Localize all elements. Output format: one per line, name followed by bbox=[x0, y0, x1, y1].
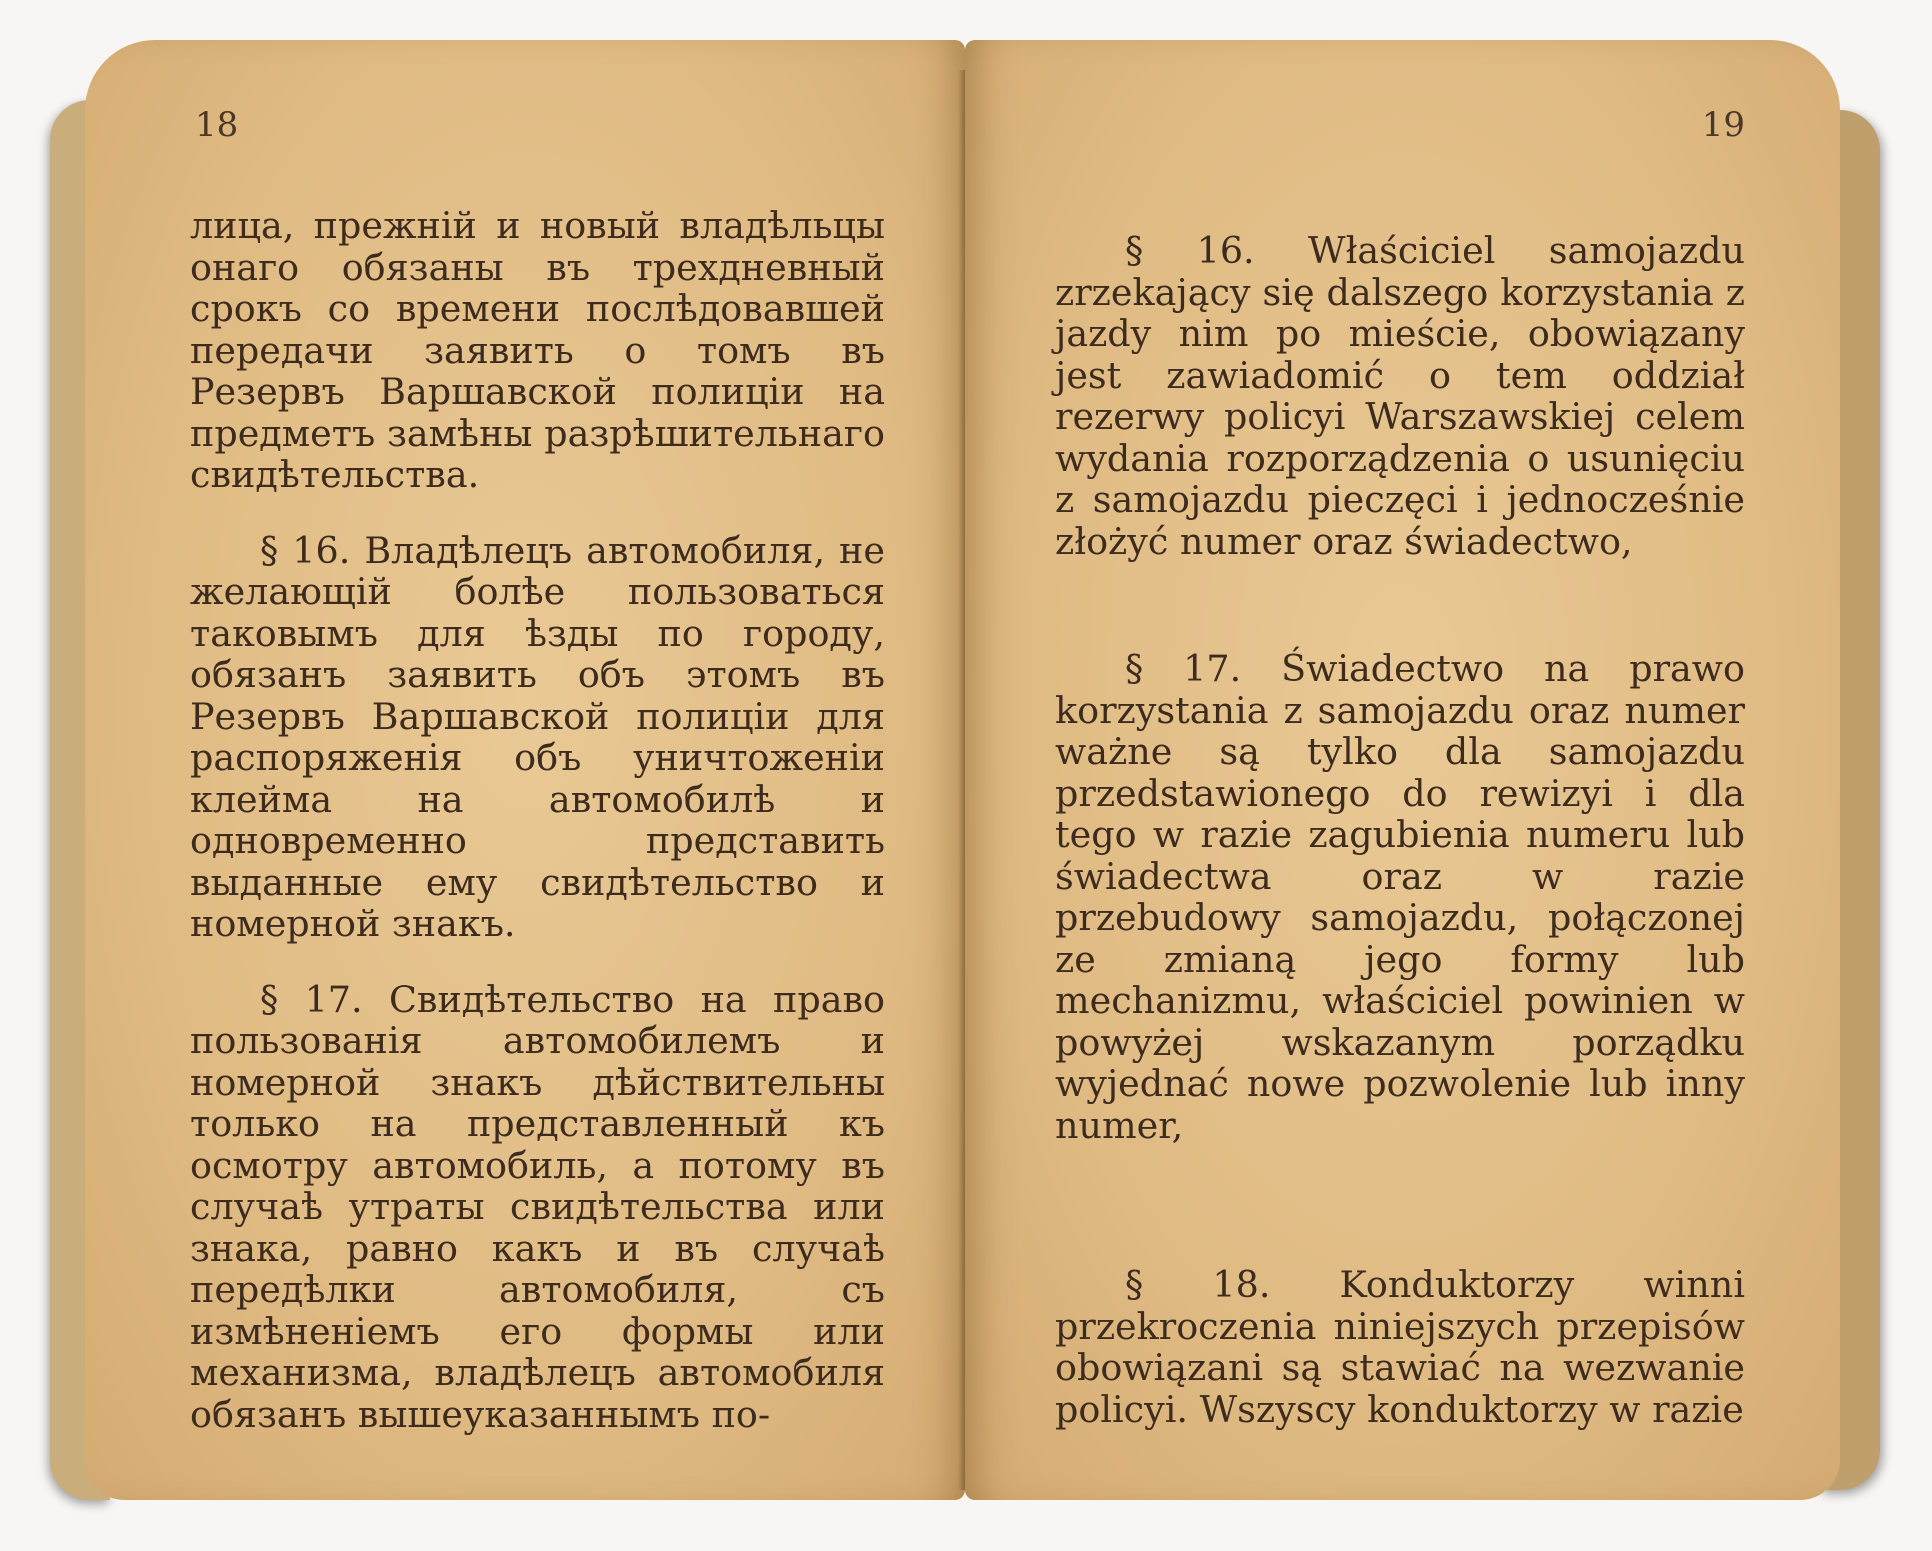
left-page-text bbox=[190, 205, 885, 1435]
right-page-text bbox=[1055, 230, 1745, 1430]
left-paragraph-17: § 17. Свидѣтельство на право пользованія автомобилемъ и номерной знакъ дѣйствительны только на представленный къ осмотру автомобиль, а потому въ случаѣ утраты свидѣтельства или знака, равно какъ и въ случаѣ передѣлки автомобиля, съ измѣненіемъ его формы или механизма, владѣлецъ автомобиля обязанъ вышеуказаннымъ по- bbox=[190, 977, 885, 1436]
left-page-number: 18 bbox=[195, 105, 239, 145]
right-page bbox=[965, 40, 1840, 1500]
left-paragraph-16: § 16. Владѣлецъ автомобиля, не желающій болѣе пользоваться таковымъ для ѣзды по городу, обязанъ заявить объ этомъ въ Резервъ Варшавской полиціи для распоряженія объ уничтоженіи клейма на автомобилѣ и одновременно представить выданные ему свидѣтельство и номерной знакъ. bbox=[190, 528, 885, 945]
right-paragraph-16: § 16. Właściciel samojazdu zrzekający się dalszego korzystania z jazdy nim po mieście, obowiązany jest zawiadomić o tem oddział rezerwy policyi Warszawskiej celem wydania rozporządzenia o usunięciu z samojazdu pieczęci i jednocześnie złożyć numer oraz świadectwo, bbox=[1055, 229, 1745, 563]
left-page bbox=[85, 40, 965, 1500]
right-paragraph-17: § 17. Świadectwo na prawo korzystania z samojazdu oraz numer ważne są tylko dla samojazdu przedstawionego do rewizyi i dla tego w razie zagubienia numeru lub świadectwa oraz w razie przebudowy samojazdu, połączonej ze zmianą jego formy lub mechanizmu, właściciel powinien w powyżej wskazanym porządku wyjednać nowe pozwolenie lub inny numer, bbox=[1055, 647, 1745, 1147]
left-continuation-paragraph: лица, прежній и новый владѣльцы онаго обязаны въ трехдневный срокъ со времени послѣдовавшей передачи заявить о томъ въ Резервъ Варшавской полиціи на предметъ замѣны разрѣшительнаго свидѣтельства. bbox=[190, 204, 885, 496]
right-page-number: 19 bbox=[1701, 105, 1745, 145]
right-paragraph-18: § 18. Konduktorzy winni przekroczenia niniejszych przepisów obowiązani są stawiać na wezwanie policyi. Wszyscy konduktorzy w razie bbox=[1055, 1263, 1745, 1431]
open-booklet bbox=[40, 40, 1880, 1510]
